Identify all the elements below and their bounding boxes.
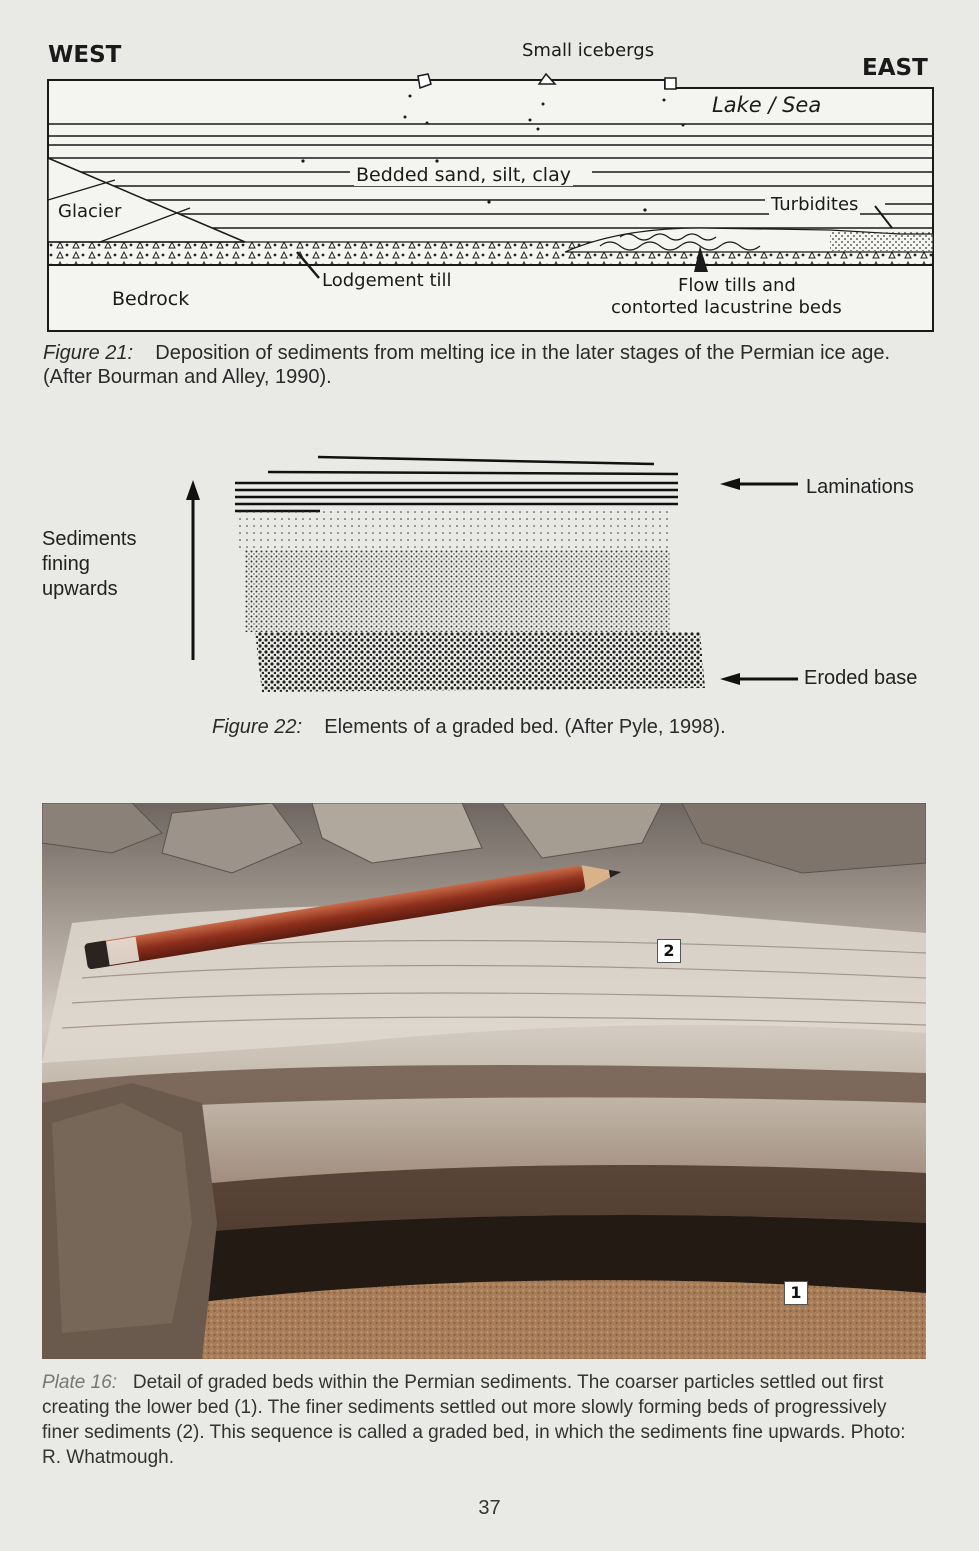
turbidites-label: Turbidites <box>771 194 859 215</box>
fining-upwards-label <box>42 527 137 602</box>
laminations-label: Laminations <box>806 476 914 498</box>
contorted-beds-label: contorted lacustrine beds <box>611 297 842 318</box>
lodgement-till-label: Lodgement till <box>322 270 452 291</box>
lake-sea-label: Lake / Sea <box>712 93 822 117</box>
west-label: WEST <box>48 42 122 68</box>
figure-22-caption-label: Figure 22: <box>212 716 303 738</box>
plate-16-caption-text: Detail of graded beds within the Permian sediments. The coarser particles settled out first creating the lower bed (1). The finer sediments settled out more slowly forming beds of progressively finer sediments (2). This sequence is called a graded bed, in which the sediments fine upwards. Photo: R. Whatmough. <box>42 1372 906 1468</box>
figure-22-caption-text: Elements of a graded bed. (After Pyle, 1998). <box>324 716 726 738</box>
fining-line-1: Sediments <box>42 528 137 550</box>
fining-line-3: upwards <box>42 578 118 600</box>
small-icebergs-label: Small icebergs <box>522 40 655 61</box>
figure-22-caption <box>212 715 726 739</box>
figure-21-caption <box>43 341 935 389</box>
glacier-label: Glacier <box>58 201 122 222</box>
photo-tag-1: 1 <box>784 1281 808 1305</box>
east-label: EAST <box>862 55 928 81</box>
plate-16-caption <box>42 1370 926 1470</box>
figure-21-caption-label: Figure 21: <box>43 342 134 364</box>
plate-16-caption-label: Plate 16: <box>42 1372 117 1393</box>
figure-21-caption-text: Deposition of sediments from melting ice in the later stages of the Permian ice age. (After Bourman and Alley, 1990). <box>43 342 891 388</box>
eroded-base-label: Eroded base <box>804 667 918 689</box>
bedrock-label: Bedrock <box>112 288 190 310</box>
flow-tills-label: Flow tills and <box>678 275 796 296</box>
graded-bed-photo <box>42 803 926 1359</box>
bedded-sediments-label: Bedded sand, silt, clay <box>356 164 571 186</box>
page-number: 37 <box>478 1497 501 1519</box>
fining-line-2: fining <box>42 553 90 575</box>
photo-tag-2: 2 <box>657 939 681 963</box>
